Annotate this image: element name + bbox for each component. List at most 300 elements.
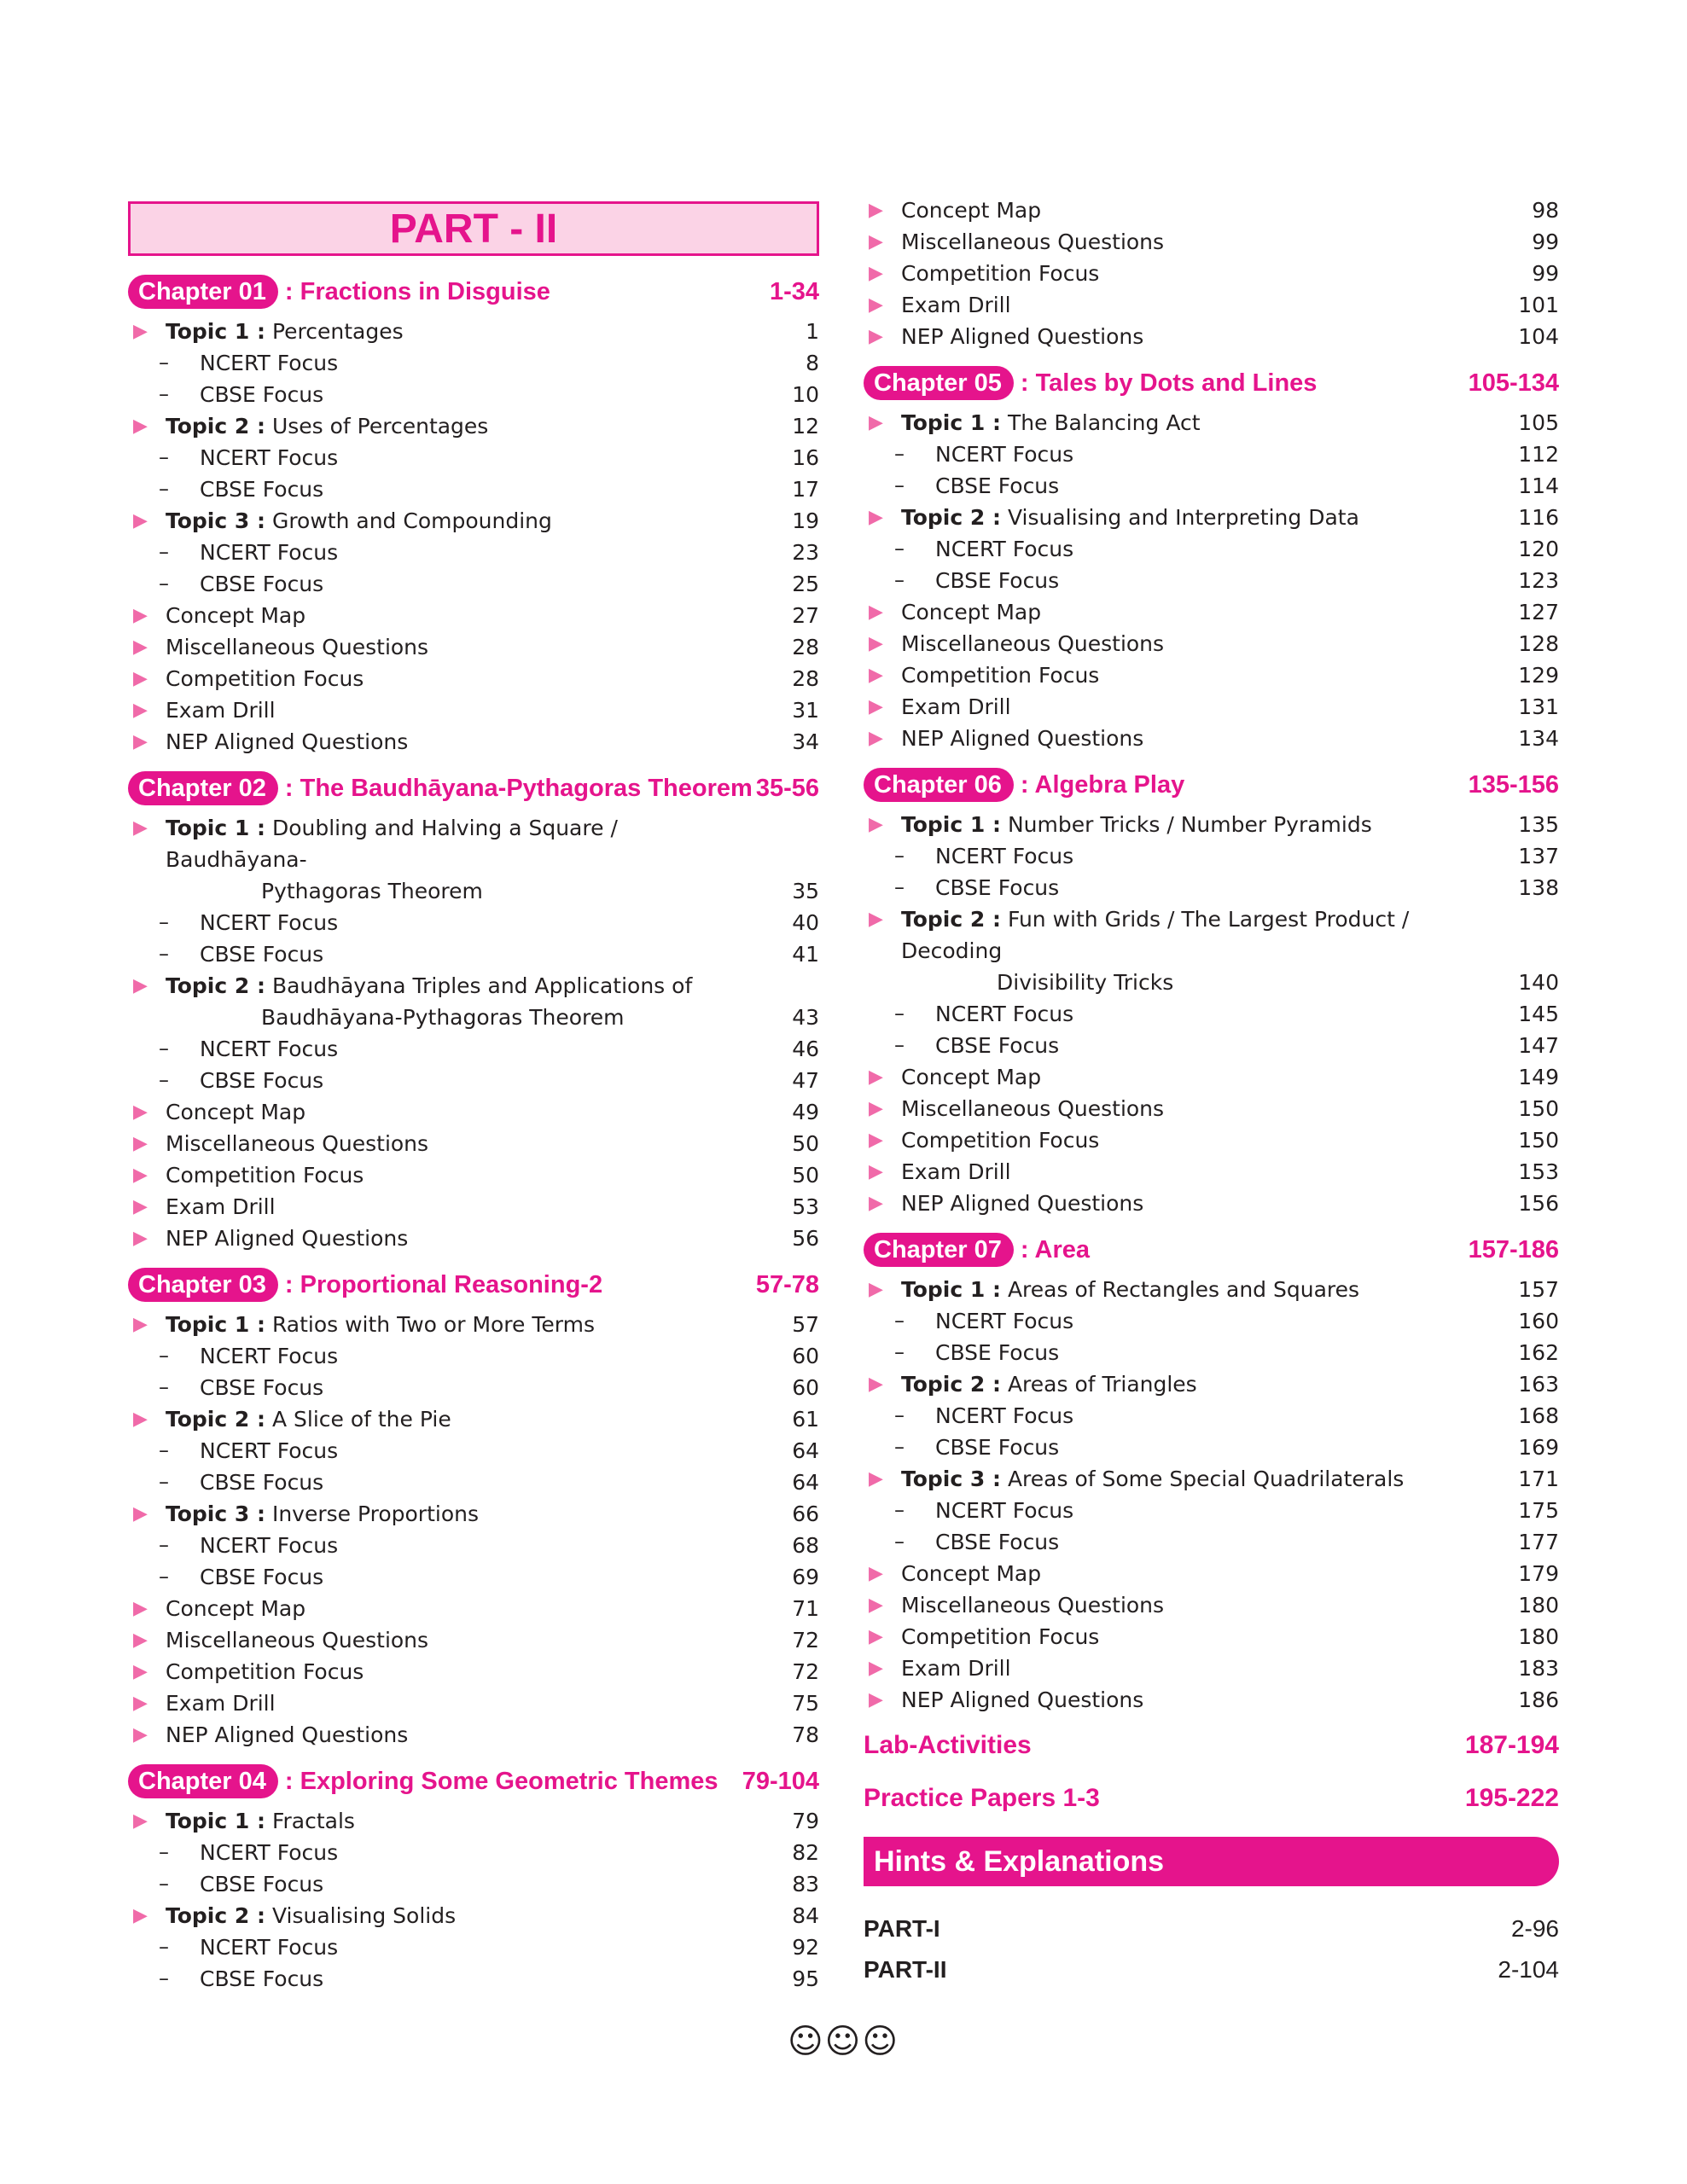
page-number: 31 (792, 698, 819, 723)
page-number: 92 (792, 1935, 819, 1960)
sub-entry[interactable] (864, 533, 1559, 565)
right-chapters (864, 364, 1559, 1716)
page-number: 71 (792, 1596, 819, 1621)
sub-entry[interactable] (128, 568, 819, 600)
dash-icon: – (159, 910, 169, 934)
entry-text (901, 1589, 1482, 1621)
entry-text (166, 1900, 742, 1931)
page-number: 153 (1518, 1159, 1559, 1184)
entry-title: NCERT Focus (935, 537, 1074, 561)
entry-title: CBSE Focus (200, 942, 324, 967)
entry-text (935, 1526, 1482, 1558)
entry-text (200, 347, 742, 379)
topic-entry[interactable] (864, 1368, 1559, 1400)
toc-entry[interactable] (864, 1188, 1559, 1219)
entry-text (901, 1188, 1482, 1219)
chapter-badge: Chapter 04 (128, 1764, 278, 1798)
entry-title: Visualising and Interpreting Data (1007, 505, 1359, 530)
dash-icon: – (159, 1470, 169, 1494)
entry-text (200, 1435, 742, 1467)
sub-entry[interactable] (128, 1931, 819, 1963)
entry-title: NCERT Focus (200, 540, 339, 565)
entry-title: NEP Aligned Questions (901, 1191, 1144, 1216)
entry-title: Areas of Rectangles and Squares (1007, 1277, 1360, 1302)
triangle-right-icon: ▶ (133, 1409, 148, 1430)
toc-entry[interactable] (864, 289, 1559, 321)
part-title: PART - II (128, 201, 819, 256)
entry-text (901, 1093, 1482, 1124)
page-number: 162 (1518, 1340, 1559, 1365)
dash-icon: – (159, 477, 169, 501)
triangle-right-icon: ▶ (869, 1594, 883, 1616)
entry-text (200, 1340, 742, 1372)
page-number: 157 (1518, 1277, 1559, 1302)
entry-text (901, 1156, 1482, 1188)
entry-title: Miscellaneous Questions (901, 631, 1165, 656)
entry-title: CBSE Focus (935, 875, 1060, 900)
page-number: 47 (792, 1068, 819, 1093)
page-number: 177 (1518, 1530, 1559, 1554)
triangle-right-icon: ▶ (869, 1374, 883, 1395)
topic-entry[interactable] (864, 1274, 1559, 1305)
entry-title-continued: Baudhāyana-Pythagoras Theorem (261, 1005, 625, 1030)
entry-title-continued: Pythagoras Theorem (261, 879, 483, 903)
dash-icon: – (159, 540, 169, 564)
chapter-heading[interactable] (128, 770, 819, 807)
toc-entry[interactable] (864, 258, 1559, 289)
toc-entry[interactable] (864, 628, 1559, 659)
entry-text (200, 1868, 742, 1900)
triangle-right-icon: ▶ (869, 1098, 883, 1119)
entry-text (200, 1033, 742, 1065)
triangle-right-icon: ▶ (869, 294, 883, 316)
entry-text (901, 258, 1482, 289)
topic-label: Topic 2 : (166, 1903, 265, 1928)
toc-entry[interactable] (864, 723, 1559, 754)
entry-title: Competition Focus (901, 663, 1100, 688)
sub-entry[interactable] (128, 1435, 819, 1467)
topic-entry[interactable] (128, 812, 819, 907)
page-number: 150 (1518, 1128, 1559, 1153)
sub-entry[interactable] (128, 347, 819, 379)
toc-entry[interactable] (128, 600, 819, 631)
topic-entry[interactable] (128, 316, 819, 347)
topic-entry[interactable] (128, 1403, 819, 1435)
topic-entry[interactable] (128, 970, 819, 1033)
chapter-title: : Exploring Some Geometric Themes (284, 1767, 718, 1795)
dash-icon: – (159, 1375, 169, 1399)
toc-entry[interactable] (128, 1223, 819, 1254)
chapter-pages: 79-104 (742, 1767, 819, 1795)
sub-entry[interactable] (864, 998, 1559, 1030)
page-number: 101 (1518, 293, 1559, 317)
toc-entry[interactable] (864, 1558, 1559, 1589)
entry-title: Doubling and Halving a Square / Baudhāyana- (166, 816, 618, 872)
dash-icon: – (159, 942, 169, 966)
entry-title: Baudhāyana Triples and Applications of (271, 973, 693, 998)
triangle-right-icon: ▶ (133, 700, 148, 721)
page-number: 160 (1518, 1309, 1559, 1333)
entry-text (166, 1593, 742, 1624)
entry-text (200, 442, 742, 473)
entry-title: Exam Drill (901, 293, 1011, 317)
toc-entry[interactable] (128, 1096, 819, 1128)
triangle-right-icon: ▶ (869, 696, 883, 717)
page-number: 163 (1518, 1372, 1559, 1397)
entry-text (935, 533, 1482, 565)
toc-entry[interactable] (864, 1061, 1559, 1093)
toc-entry[interactable] (864, 195, 1559, 226)
topic-entry[interactable] (128, 1309, 819, 1340)
dash-icon: – (159, 1872, 169, 1896)
triangle-right-icon: ▶ (869, 326, 883, 347)
entry-text (200, 907, 742, 938)
toc-entry[interactable] (864, 1156, 1559, 1188)
entry-title: NEP Aligned Questions (166, 729, 409, 754)
sub-entry[interactable] (128, 1530, 819, 1561)
chapter-heading[interactable] (864, 1231, 1559, 1269)
toc-entry[interactable] (128, 1128, 819, 1159)
entry-text (166, 663, 742, 694)
sub-entry[interactable] (128, 473, 819, 505)
entry-text (200, 1372, 742, 1403)
sub-entry[interactable] (128, 1561, 819, 1593)
entry-title: NCERT Focus (200, 1935, 339, 1960)
entry-text (166, 1687, 742, 1719)
entry-title: CBSE Focus (935, 1033, 1060, 1058)
entry-text (166, 1096, 742, 1128)
topic-entry[interactable] (864, 502, 1559, 533)
entry-title: NCERT Focus (200, 1533, 339, 1558)
entry-text (166, 726, 742, 758)
chapter-pages: 105-134 (1468, 369, 1559, 397)
chapter-04-continued (864, 195, 1559, 352)
entry-title: NCERT Focus (935, 1403, 1074, 1428)
entry-text (901, 659, 1482, 691)
page-number: 128 (1518, 631, 1559, 656)
entry-text (901, 289, 1482, 321)
lab-activities-label: Lab-Activities (864, 1731, 1032, 1759)
entry-title: Concept Map (166, 603, 306, 628)
topic-entry[interactable] (128, 410, 819, 442)
entry-text (166, 631, 742, 663)
entry-text (935, 439, 1482, 470)
triangle-right-icon: ▶ (133, 1503, 148, 1525)
triangle-right-icon: ▶ (869, 507, 883, 528)
entry-title: Competition Focus (166, 1163, 364, 1188)
page-number: 186 (1518, 1687, 1559, 1712)
toc-entry[interactable] (128, 1719, 819, 1751)
toc-right-column (864, 195, 1559, 1990)
topic-label: Topic 1 : (901, 410, 1001, 435)
page-number: 40 (792, 910, 819, 935)
sub-entry[interactable] (864, 1337, 1559, 1368)
page-number: 49 (792, 1100, 819, 1124)
lab-activities-entry[interactable] (864, 1719, 1559, 1772)
topic-entry[interactable] (864, 1463, 1559, 1495)
page-number: 12 (792, 414, 819, 439)
sub-entry[interactable] (864, 840, 1559, 872)
page-number: 64 (792, 1470, 819, 1495)
page-number: 168 (1518, 1403, 1559, 1428)
page-number: 68 (792, 1533, 819, 1558)
entry-title: Fun with Grids / The Largest Product / Decoding (901, 907, 1410, 963)
topic-label: Topic 2 : (166, 414, 265, 439)
triangle-right-icon: ▶ (869, 1130, 883, 1151)
page-number: 72 (792, 1659, 819, 1684)
toc-entry[interactable] (128, 694, 819, 726)
entry-text (901, 628, 1482, 659)
topic-entry[interactable] (128, 505, 819, 537)
sub-entry[interactable] (128, 537, 819, 568)
triangle-right-icon: ▶ (869, 665, 883, 686)
triangle-right-icon: ▶ (133, 1724, 148, 1745)
entry-title: CBSE Focus (935, 473, 1060, 498)
practice-papers-entry[interactable] (864, 1772, 1559, 1825)
toc-entry[interactable] (128, 1624, 819, 1656)
toc-entry[interactable] (864, 1621, 1559, 1653)
entry-title: NCERT Focus (935, 1498, 1074, 1523)
sub-entry[interactable] (128, 1033, 819, 1065)
entry-text (166, 1498, 742, 1530)
toc-entry[interactable] (864, 1653, 1559, 1684)
page-number: 27 (792, 603, 819, 628)
page-number: 25 (792, 572, 819, 596)
dash-icon: – (159, 445, 169, 469)
sub-entry[interactable] (128, 379, 819, 410)
entry-text (901, 1061, 1482, 1093)
triangle-right-icon: ▶ (869, 263, 883, 284)
left-chapters (128, 273, 819, 1995)
chapter-pages: 135-156 (1468, 770, 1559, 799)
triangle-right-icon: ▶ (869, 1626, 883, 1647)
toc-entry[interactable] (128, 1159, 819, 1191)
entry-title: CBSE Focus (200, 572, 324, 596)
dash-icon: – (894, 473, 905, 497)
toc-entry[interactable] (864, 596, 1559, 628)
entry-title: CBSE Focus (935, 568, 1060, 593)
entry-title: Growth and Compounding (271, 508, 552, 533)
page-number: 28 (792, 666, 819, 691)
chapter-badge: Chapter 01 (128, 275, 278, 309)
entry-title: NCERT Focus (200, 1840, 339, 1865)
triangle-right-icon: ▶ (133, 1905, 148, 1926)
toc-entry[interactable] (864, 226, 1559, 258)
entry-text (166, 316, 742, 347)
page-number: 137 (1518, 844, 1559, 868)
entry-title: NCERT Focus (200, 1344, 339, 1368)
sub-entry[interactable] (864, 1495, 1559, 1526)
chapter-heading[interactable] (128, 1763, 819, 1800)
sub-entry[interactable] (864, 1432, 1559, 1463)
toc-entry[interactable] (864, 1124, 1559, 1156)
chapter-heading[interactable] (864, 766, 1559, 804)
sub-entry[interactable] (128, 1467, 819, 1498)
entry-title: NEP Aligned Questions (166, 1722, 409, 1747)
sub-entry[interactable] (864, 470, 1559, 502)
hints-part-2-label: PART-II (864, 1956, 947, 1983)
toc-entry[interactable] (864, 659, 1559, 691)
entry-title: Miscellaneous Questions (901, 229, 1165, 254)
toc-entry[interactable] (864, 1684, 1559, 1716)
hints-part-1-label: PART-I (864, 1915, 940, 1942)
page-number: 114 (1518, 473, 1559, 498)
toc-entry[interactable] (128, 663, 819, 694)
entry-title: NEP Aligned Questions (901, 726, 1144, 751)
sub-entry[interactable] (864, 565, 1559, 596)
dash-icon: – (894, 1435, 905, 1459)
entry-title: NCERT Focus (200, 351, 339, 375)
toc-entry[interactable] (128, 631, 819, 663)
entry-text (166, 1128, 742, 1159)
topic-entry[interactable] (864, 809, 1559, 840)
toc-entry[interactable] (864, 321, 1559, 352)
entry-title: CBSE Focus (200, 1966, 324, 1991)
sub-entry[interactable] (128, 938, 819, 970)
entry-text (901, 1653, 1482, 1684)
chapter-title: : Algebra Play (1020, 770, 1185, 799)
entry-text (935, 470, 1482, 502)
entry-title: Competition Focus (901, 1624, 1100, 1649)
toc-entry[interactable] (128, 1593, 819, 1624)
topic-label: Topic 3 : (166, 1502, 265, 1526)
toc-entry[interactable] (864, 691, 1559, 723)
entry-title: CBSE Focus (935, 1435, 1060, 1460)
triangle-right-icon: ▶ (133, 1661, 148, 1682)
page-number: 83 (792, 1872, 819, 1896)
triangle-right-icon: ▶ (869, 728, 883, 749)
topic-entry[interactable] (128, 1900, 819, 1931)
sub-entry[interactable] (864, 1526, 1559, 1558)
entry-title: NCERT Focus (935, 844, 1074, 868)
entry-text (166, 1624, 742, 1656)
entry-title: Concept Map (901, 1065, 1042, 1089)
triangle-right-icon: ▶ (133, 1629, 148, 1651)
topic-label: Topic 1 : (901, 1277, 1001, 1302)
topic-entry[interactable] (128, 1498, 819, 1530)
toc-entry[interactable] (128, 726, 819, 758)
sub-entry[interactable] (128, 907, 819, 938)
dash-icon: – (159, 382, 169, 406)
practice-papers-pages: 195-222 (1464, 1784, 1559, 1812)
footer-smiley-icons: ☺☺☺ (787, 2022, 900, 2061)
entry-title: NCERT Focus (935, 442, 1074, 467)
entry-text (901, 1463, 1482, 1495)
triangle-right-icon: ▶ (133, 415, 148, 437)
entry-title: Miscellaneous Questions (901, 1593, 1165, 1618)
page-number: 105 (1518, 410, 1559, 435)
page-number: 99 (1532, 261, 1559, 286)
sub-entry[interactable] (864, 1305, 1559, 1337)
topic-label: Topic 1 : (166, 319, 265, 344)
page-number: 53 (792, 1194, 819, 1219)
sub-entry[interactable] (128, 1065, 819, 1096)
triangle-right-icon: ▶ (133, 731, 148, 752)
entry-text (901, 1124, 1482, 1156)
entry-title: NCERT Focus (200, 1438, 339, 1463)
entry-title: Competition Focus (901, 1128, 1100, 1153)
toc-entry[interactable] (864, 1093, 1559, 1124)
toc-entry[interactable] (864, 1589, 1559, 1621)
chapter-heading[interactable] (864, 364, 1559, 402)
dash-icon: – (894, 568, 905, 592)
dash-icon: – (894, 1403, 905, 1427)
sub-entry[interactable] (864, 872, 1559, 903)
triangle-right-icon: ▶ (869, 909, 883, 930)
hints-part-2-entry[interactable] (864, 1949, 1559, 1990)
entry-text (901, 321, 1482, 352)
sub-entry[interactable] (864, 1030, 1559, 1061)
chapter-badge: Chapter 06 (864, 768, 1014, 802)
page-number: 179 (1518, 1561, 1559, 1586)
chapter-heading[interactable] (128, 273, 819, 311)
sub-entry[interactable] (128, 442, 819, 473)
sub-entry[interactable] (128, 1340, 819, 1372)
chapter-heading[interactable] (128, 1266, 819, 1304)
chapter-title: : Proportional Reasoning-2 (284, 1270, 603, 1298)
hints-part-1-pages: 2-96 (1510, 1915, 1559, 1942)
page-number: 41 (792, 942, 819, 967)
sub-entry[interactable] (128, 1372, 819, 1403)
toc-left-column (128, 195, 819, 1995)
dash-icon: – (894, 1309, 905, 1333)
entry-text (901, 903, 1482, 998)
entry-title: CBSE Focus (200, 382, 324, 407)
triangle-right-icon: ▶ (133, 1598, 148, 1619)
page-number: 145 (1518, 1002, 1559, 1026)
dash-icon: – (894, 537, 905, 561)
page-number: 79 (792, 1809, 819, 1833)
entry-title: Exam Drill (901, 694, 1011, 719)
entry-text (166, 1309, 742, 1340)
page-number: 56 (792, 1226, 819, 1251)
triangle-right-icon: ▶ (869, 200, 883, 221)
toc-entry[interactable] (128, 1191, 819, 1223)
topic-entry[interactable] (128, 1805, 819, 1837)
chapter-badge: Chapter 02 (128, 771, 278, 805)
sub-entry[interactable] (128, 1963, 819, 1995)
sub-entry[interactable] (128, 1837, 819, 1868)
page-number: 129 (1518, 663, 1559, 688)
sub-entry[interactable] (128, 1868, 819, 1900)
entry-text (901, 1684, 1482, 1716)
topic-entry[interactable] (864, 903, 1559, 998)
topic-label: Topic 3 : (901, 1467, 1001, 1491)
topic-entry[interactable] (864, 407, 1559, 439)
sub-entry[interactable] (864, 1400, 1559, 1432)
entry-title: NCERT Focus (200, 1037, 339, 1061)
page-number: 95 (792, 1966, 819, 1991)
dash-icon: – (894, 442, 905, 466)
hints-part-1-entry[interactable] (864, 1908, 1559, 1949)
page-number: 50 (792, 1131, 819, 1156)
entry-title-continued: Divisibility Tricks (997, 970, 1174, 995)
entry-title: Concept Map (901, 600, 1042, 624)
page-number: 112 (1518, 442, 1559, 467)
chapter-title: : The Baudhāyana-Pythagoras Theorem (284, 774, 753, 802)
entry-title: Uses of Percentages (271, 414, 489, 439)
dash-icon: – (159, 1438, 169, 1462)
triangle-right-icon: ▶ (133, 1101, 148, 1123)
triangle-right-icon: ▶ (869, 1563, 883, 1584)
page-number: 156 (1518, 1191, 1559, 1216)
entry-text (935, 1337, 1482, 1368)
toc-entry[interactable] (128, 1656, 819, 1687)
toc-entry[interactable] (128, 1687, 819, 1719)
entry-title: NCERT Focus (935, 1309, 1074, 1333)
topic-label: Topic 1 : (166, 816, 265, 840)
sub-entry[interactable] (864, 439, 1559, 470)
